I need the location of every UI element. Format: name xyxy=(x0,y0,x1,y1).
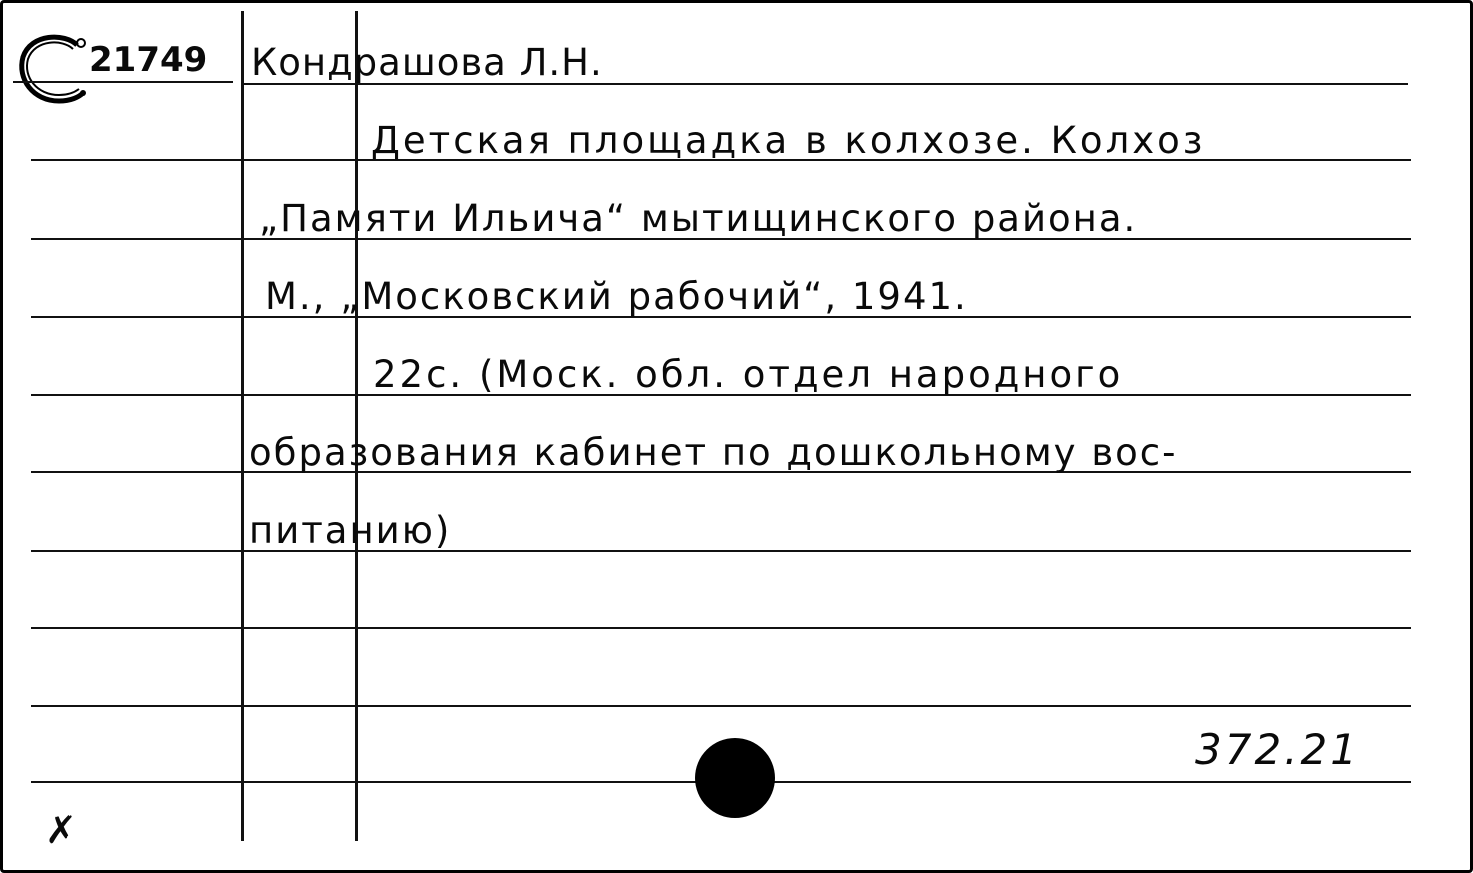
description-line-1: Детская площадка в колхозе. Колхоз xyxy=(371,119,1206,162)
description-line-4: 22с. (Моск. обл. отдел народного xyxy=(373,353,1124,396)
author-heading: Кондрашова Л.Н. xyxy=(251,41,603,84)
description-line-6: питанию) xyxy=(249,509,452,552)
call-number: 21749 xyxy=(89,40,208,80)
punch-hole xyxy=(695,738,775,818)
ruled-line xyxy=(31,705,1411,707)
ruled-line xyxy=(31,550,1411,552)
description-line-2: „Памяти Ильича“ мытищинского района. xyxy=(259,197,1138,240)
description-line-3: М., „Московский рабочий“, 1941. xyxy=(265,275,968,318)
c-stamp-icon xyxy=(13,27,93,107)
left-margin-line xyxy=(241,11,244,841)
right-margin-line xyxy=(355,11,358,841)
ruled-line xyxy=(13,81,233,83)
description-line-5: образования кабинет по дошкольному вос- xyxy=(249,431,1178,474)
classification-number: 372.21 xyxy=(1195,725,1360,774)
ruled-line xyxy=(31,627,1411,629)
corner-mark: ✗ xyxy=(45,808,78,852)
